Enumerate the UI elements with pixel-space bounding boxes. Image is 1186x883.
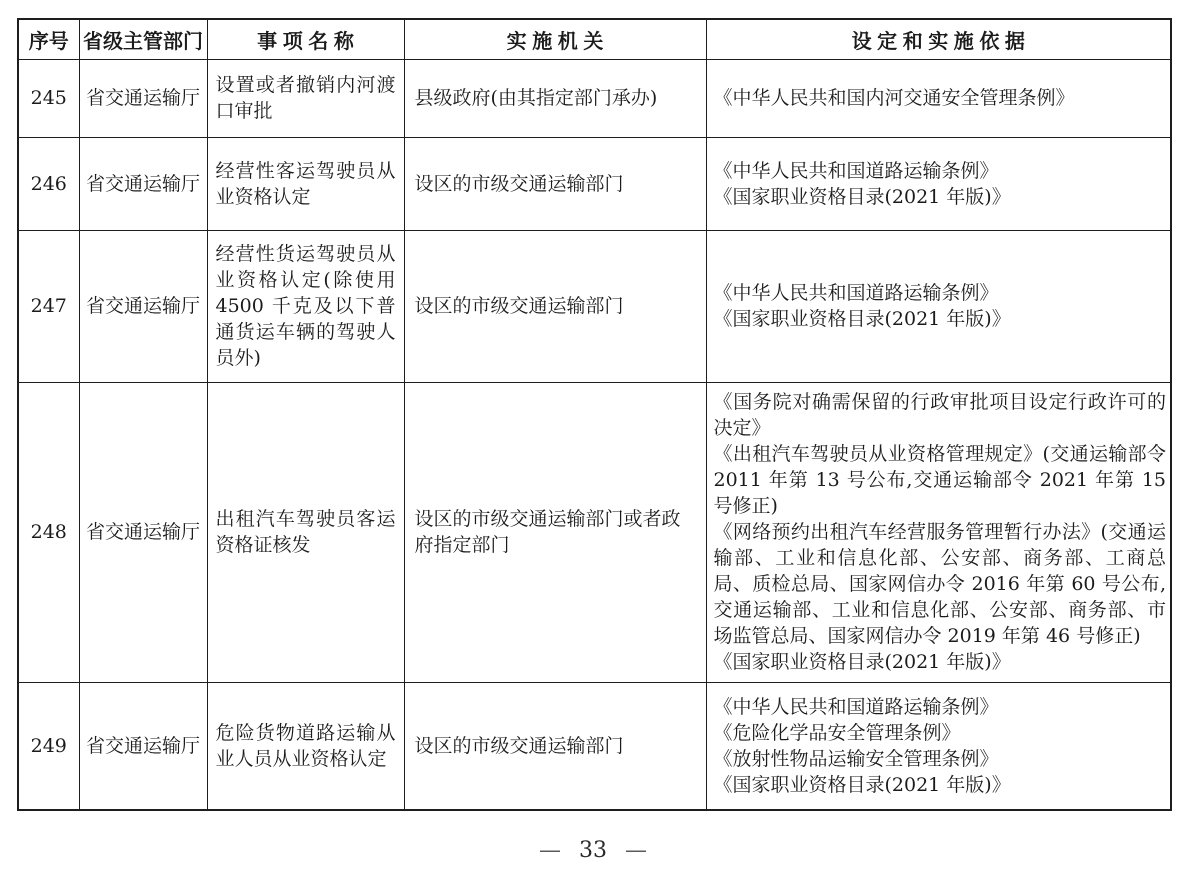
row-item-name: 经营性客运驾驶员从业资格认定: [207, 137, 404, 230]
basis-entry: 《国务院对确需保留的行政审批项目设定行政许可的决定》: [713, 391, 1166, 439]
basis-entry: 《国家职业资格目录(2021 年版)》: [713, 185, 1011, 208]
row-legal-basis: [706, 682, 1171, 810]
table-header-row: [18, 19, 1171, 59]
row-serial-number: 245: [18, 59, 79, 137]
row-agency: 设区的市级交通运输部门: [404, 137, 706, 230]
table-row: [18, 59, 1171, 137]
approval-items-table: [17, 18, 1172, 811]
row-item-name: 经营性货运驾驶员从业资格认定(除使用 4500 千克及以下普通货运车辆的驾驶人员外): [207, 230, 404, 382]
page-footer: [0, 838, 1186, 863]
row-department: 省交通运输厅: [79, 230, 207, 382]
basis-entry: 《中华人民共和国道路运输条例》: [713, 159, 999, 182]
row-department: 省交通运输厅: [79, 382, 207, 682]
row-department: 省交通运输厅: [79, 682, 207, 810]
row-serial-number: 246: [18, 137, 79, 230]
basis-entry: 《危险化学品安全管理条例》: [713, 721, 961, 744]
basis-entry: 《放射性物品运输安全管理条例》: [713, 747, 999, 770]
table-row: [18, 137, 1171, 230]
row-legal-basis: [706, 230, 1171, 382]
row-department: 省交通运输厅: [79, 137, 207, 230]
row-agency: 设区的市级交通运输部门: [404, 230, 706, 382]
header-provincial-department: 省级主管部门: [79, 19, 207, 59]
basis-entry: 《网络预约出租汽车经营服务管理暂行办法》(交通运输部、工业和信息化部、公安部、商务部、工商总局、质检总局、国家网信办令 2016 年第 60 号公布,交通运输部、工业和信息化部、公安部、商务部、市场监管总局、国家网信办令 2019 年第 46 号修正): [713, 521, 1166, 647]
basis-entry: 《国家职业资格目录(2021 年版)》: [713, 651, 1011, 673]
row-legal-basis: [706, 137, 1171, 230]
basis-entry: 《中华人民共和国道路运输条例》: [713, 282, 999, 304]
row-agency: 设区的市级交通运输部门: [404, 682, 706, 810]
row-serial-number: 247: [18, 230, 79, 382]
header-implementing-agency: 实 施 机 关: [404, 19, 706, 59]
row-serial-number: 249: [18, 682, 79, 810]
row-item-name: 危险货物道路运输从业人员从业资格认定: [207, 682, 404, 810]
header-serial-number: 序号: [18, 19, 79, 59]
row-item-name: 设置或者撤销内河渡口审批: [207, 59, 404, 137]
basis-entry: 《国家职业资格目录(2021 年版)》: [713, 773, 1011, 796]
footer-dash-right: —: [625, 838, 647, 863]
row-serial-number: 248: [18, 382, 79, 682]
footer-dash-left: —: [539, 838, 561, 863]
table-body: [18, 59, 1171, 810]
page-number: 33: [579, 838, 607, 863]
row-legal-basis: [706, 382, 1171, 682]
table-row: [18, 382, 1171, 682]
table-row: [18, 682, 1171, 810]
row-department: 省交通运输厅: [79, 59, 207, 137]
row-legal-basis: [706, 59, 1171, 137]
basis-entry: 《中华人民共和国内河交通安全管理条例》: [713, 87, 1075, 109]
basis-entry: 《国家职业资格目录(2021 年版)》: [713, 308, 1011, 330]
table-row: [18, 230, 1171, 382]
row-item-name: 出租汽车驾驶员客运资格证核发: [207, 382, 404, 682]
row-agency: 设区的市级交通运输部门或者政府指定部门: [404, 382, 706, 682]
header-legal-basis: 设 定 和 实 施 依 据: [706, 19, 1171, 59]
header-item-name: 事 项 名 称: [207, 19, 404, 59]
basis-entry: 《出租汽车驾驶员从业资格管理规定》(交通运输部令 2011 年第 13 号公布,交通运输部令 2021 年第 15 号修正): [713, 443, 1166, 517]
basis-entry: 《中华人民共和国道路运输条例》: [713, 695, 999, 718]
row-agency: 县级政府(由其指定部门承办): [404, 59, 706, 137]
